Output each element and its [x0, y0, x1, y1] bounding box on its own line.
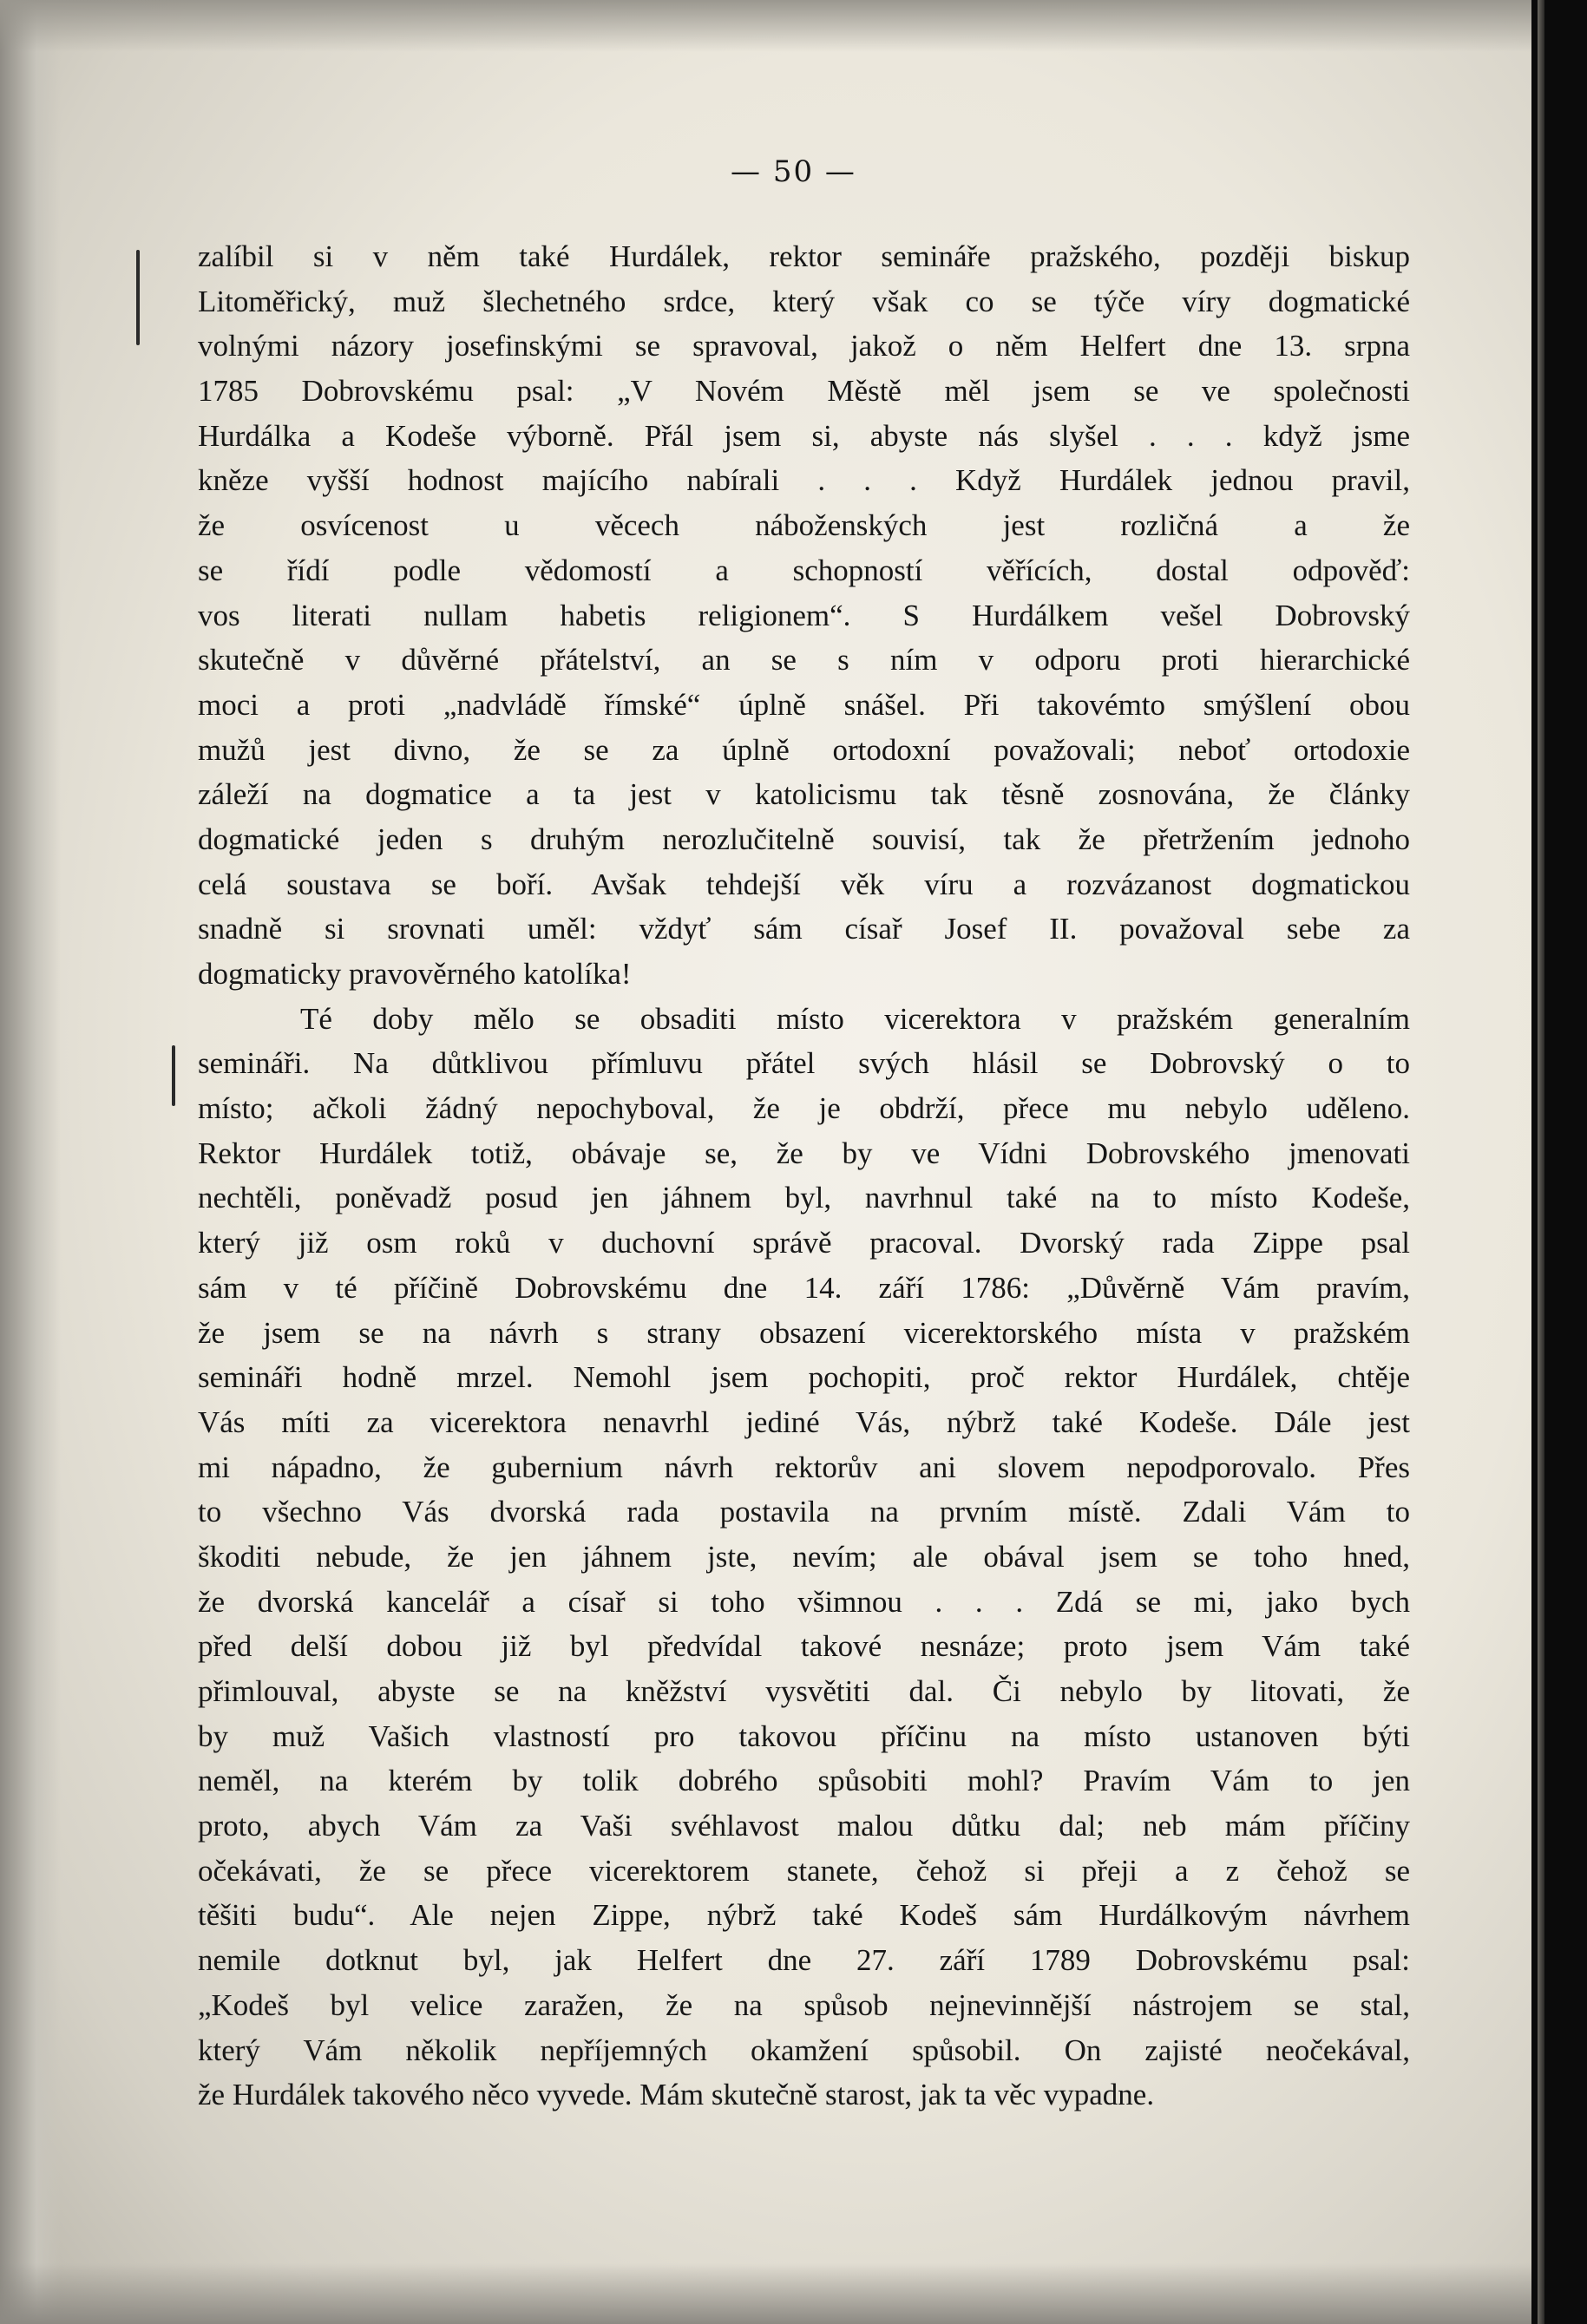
text-line: že osvícenost u věcech náboženských jest rozličná a že — [198, 508, 1410, 543]
page-shadow-bottom — [0, 2263, 1587, 2324]
text-line: Litoměřický, muž šlechetného srdce, který však co se týče víry dogmatické — [198, 284, 1410, 318]
text-line: kněze vyšší hodnost majícího nabírali . . . Když Hurdálek jednou pravil, — [198, 463, 1410, 498]
margin-mark — [172, 1045, 175, 1106]
text-line: dogmatické jeden s druhým nerozlučitelně souvisí, tak že přetržením jednoho — [198, 822, 1410, 856]
text-line: neměl, na kterém by tolik dobrého spůsobiti mohl? Pravím Vám to jen — [198, 1764, 1410, 1798]
text-line: semináři. Na důtklivou přímluvu přátel svých hlásil se Dobrovský o to — [198, 1046, 1410, 1081]
page-shadow-left — [0, 0, 61, 2324]
text-line: 1785 Dobrovskému psal: „V Novém Městě měl jsem se ve společnosti — [198, 374, 1410, 409]
text-line: záleží na dogmatice a ta jest v katolicismu tak těsně zosnována, že články — [198, 777, 1410, 812]
text-line: těšiti budu“. Ale nejen Zippe, nýbrž také Kodeš sám Hurdálkovým návrhem — [198, 1898, 1410, 1933]
text-line: že Hurdálek takového něco vyvede. Mám skutečně starost, jak ta věc vypadne. — [198, 2078, 1155, 2112]
text-line: místo; ačkoli žádný nepochyboval, že je obdrží, přece mu nebylo uděleno. — [198, 1091, 1410, 1126]
text-line: volnými názory josefinskými se spravoval, jakož o něm Helfert dne 13. srpna — [198, 329, 1410, 363]
text-line: Vás míti za vicerektora nenavrhl jediné Vás, nýbrž také Kodeše. Dále jest — [198, 1404, 1410, 1439]
text-line: že jsem se na návrh s strany obsazení vicerektorského místa v pražském — [198, 1315, 1410, 1350]
text-line: nechtěli, poněvadž posud jen jáhnem byl, navrhnul také na to místo Kodeše, — [198, 1181, 1410, 1215]
text-line: který již osm roků v duchovní správě pracoval. Dvorský rada Zippe psal — [198, 1226, 1410, 1260]
text-line: Hurdálka a Kodeše výborně. Přál jsem si, abyste nás slyšel . . . když jsme — [198, 418, 1410, 453]
text-line: dogmaticky pravověrného katolíka! — [198, 957, 632, 991]
text-line: skutečně v důvěrné přátelství, an se s ním v odporu proti hierarchické — [198, 643, 1410, 678]
text-line: celá soustava se boří. Avšak tehdejší věk víru a rozvázanost dogmatickou — [198, 867, 1410, 901]
text-line: moci a proti „nadvládě římské“ úplně snášel. Při takovémto smýšlení obou — [198, 687, 1410, 722]
text-line: zalíbil si v něm také Hurdálek, rektor semináře pražského, později biskup — [198, 239, 1410, 273]
binding-highlight — [1538, 0, 1544, 2324]
text-line: semináři hodně mrzel. Nemohl jsem pochopiti, proč rektor Hurdálek, chtěje — [198, 1360, 1410, 1395]
text-line: vos literati nullam habetis religionem“. S Hurdálkem vešel Dobrovský — [198, 598, 1410, 632]
page-shadow-top — [0, 0, 1587, 52]
text-line: to všechno Vás dvorská rada postavila na prvním místě. Zdali Vám to — [198, 1495, 1410, 1529]
text-line: sám v té příčině Dobrovskému dne 14. září 1786: „Důvěrně Vám pravím, — [198, 1270, 1410, 1305]
margin-mark — [136, 250, 140, 345]
text-line: „Kodeš byl velice zaražen, že na spůsob nejnevinnější nástrojem se stal, — [198, 1987, 1410, 2022]
text-line: že dvorská kancelář a císař si toho všimnou . . . Zdá se mi, jako bych — [198, 1584, 1410, 1619]
text-line: proto, abych Vám za Vaši svéhlavost malou důtku dal; neb mám příčiny — [198, 1809, 1410, 1843]
text-line: snadně si srovnati uměl: vždyť sám císař Josef II. považoval sebe za — [198, 912, 1410, 946]
text-line: mužů jest divno, že se za úplně ortodoxní považovali; neboť ortodoxie — [198, 732, 1410, 767]
body-text — [198, 234, 1410, 2118]
text-line: Té doby mělo se obsaditi místo vicerektora v pražském generalním — [300, 1001, 1410, 1036]
text-line: mi nápadno, že gubernium návrh rektorův ani slovem nepodporovalo. Přes — [198, 1450, 1410, 1484]
text-line: škoditi nebude, že jen jáhnem jste, nevím; ale obával jsem se toho hned, — [198, 1539, 1410, 1574]
text-line: by muž Vašich vlastností pro takovou příčinu na místo ustanoven býti — [198, 1718, 1410, 1753]
page-number: — 50 — — [731, 154, 856, 189]
text-line: Rektor Hurdálek totiž, obávaje se, že by ve Vídni Dobrovského jmenovati — [198, 1136, 1410, 1170]
text-line: přimlouval, abyste se na kněžství vysvětiti dal. Či nebylo by litovati, že — [198, 1674, 1410, 1708]
text-line: se řídí podle vědomostí a schopností věřících, dostal odpověď: — [198, 553, 1410, 587]
text-line: který Vám několik nepříjemných okamžení spůsobil. On zajisté neočekával, — [198, 2033, 1410, 2067]
text-line: očekávati, že se přece vicerektorem stanete, čehož si přeji a z čehož se — [198, 1853, 1410, 1888]
text-line: před delší dobou již byl předvídal takové nesnáze; proto jsem Vám také — [198, 1629, 1410, 1664]
text-line: nemile dotknut byl, jak Helfert dne 27. září 1789 Dobrovskému psal: — [198, 1943, 1410, 1978]
